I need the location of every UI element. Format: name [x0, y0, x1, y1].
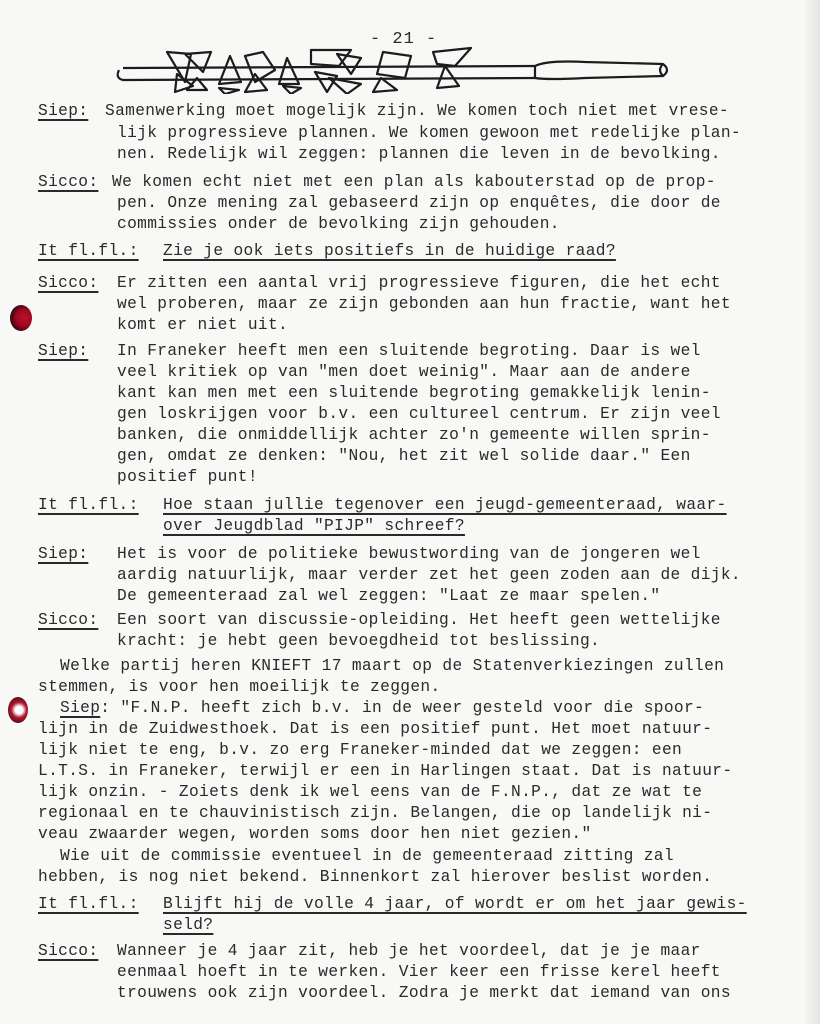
- speaker-label: Siep:: [38, 342, 89, 360]
- text-line: Samenwerking moet mogelijk zijn. We komen toch niet met vrese-: [105, 102, 729, 120]
- text-line: commissies onder de bevolking zijn gehouden.: [117, 215, 560, 233]
- text-line: wel proberen, maar ze zijn gebonden aan hun fractie, want het: [117, 295, 731, 313]
- text-line: komt er niet uit.: [117, 316, 289, 334]
- speaker-label: Siep:: [38, 102, 89, 120]
- punch-hole: [8, 697, 28, 723]
- quote-text: "F.N.P. heeft zich b.v. in de weer gesteld voor die spoor-: [110, 699, 705, 717]
- question-text: Hoe staan jullie tegenover een jeugd-gemeenteraad, waar-: [163, 496, 727, 514]
- question-text: seld?: [163, 916, 214, 934]
- paragraph-line: hebben, is nog niet bekend. Binnenkort zal hierover beslist worden.: [38, 868, 713, 886]
- text-line: We komen echt niet met een plan als kabouterstad op de prop-: [112, 173, 716, 191]
- question-text: Blijft hij de volle 4 jaar, of wordt er om het jaar gewis-: [163, 895, 747, 913]
- question-text: Zie je ook iets positiefs in de huidige raad?: [163, 242, 616, 260]
- quote-speaker: Siep: [60, 699, 101, 717]
- text-line: kracht: je hebt geen bevoegdheid tot beslissing.: [117, 632, 601, 650]
- page-number: - 21 -: [370, 30, 438, 49]
- text-line: trouwens ook zijn voordeel. Zodra je merkt dat iemand van ons: [117, 984, 731, 1002]
- text-line: aardig natuurlijk, maar verder zet het geen zoden aan de dijk.: [117, 566, 741, 584]
- quote-colon: :: [100, 699, 111, 717]
- speaker-label: Siep:: [38, 545, 89, 563]
- text-line: veel kritiek op van "men doet weinig". Maar aan de andere: [117, 363, 691, 381]
- paragraph-line: Welke partij heren KNIEFT 17 maart op de Statenverkiezingen zullen: [60, 657, 725, 675]
- text-line: Er zitten een aantal vrij progressieve figuren, die het echt: [117, 274, 721, 292]
- speaker-label: Sicco:: [38, 611, 99, 629]
- text-line: gen, omdat ze denken: "Nou, het zit wel solide daar." Een: [117, 447, 691, 465]
- text-line: gen loskrijgen voor b.v. een cultureel centrum. Er zijn veel: [117, 405, 721, 423]
- text-line: nen. Redelijk wil zeggen: plannen die leven in de bevolking.: [117, 145, 721, 163]
- text-line: De gemeenteraad zal wel zeggen: "Laat ze maar spelen.": [117, 587, 661, 605]
- text-line: lijk niet te eng, b.v. zo erg Franeker-minded dat we zeggen: een: [38, 741, 683, 759]
- text-line: veau zwaarder wegen, worden soms door hen niet gezien.": [38, 825, 592, 843]
- knieft-logo: [115, 44, 675, 94]
- interviewer-label: It fl.fl.:: [38, 895, 139, 913]
- punch-hole: [10, 305, 32, 331]
- text-line: Het is voor de politieke bewustwording van de jongeren wel: [117, 545, 701, 563]
- text-line: eenmaal hoeft in te werken. Vier keer een frisse kerel heeft: [117, 963, 721, 981]
- speaker-label: Sicco:: [38, 942, 99, 960]
- text-line: pen. Onze mening zal gebaseerd zijn op enquêtes, die door de: [117, 194, 721, 212]
- text-line: L.T.S. in Franeker, terwijl er een in Harlingen staat. Dat is natuur-: [38, 762, 733, 780]
- text-line: banken, die onmiddellijk achter zo'n gemeente willen sprin-: [117, 426, 711, 444]
- paragraph-line: Wie uit de commissie eventueel in de gemeenteraad zitting zal: [60, 847, 674, 865]
- question-text: over Jeugdblad "PIJP" schreef?: [163, 517, 465, 535]
- text-line: lijk onzin. - Zoiets denk ik wel eens van de F.N.P., dat ze wat te: [38, 783, 703, 801]
- speaker-label: Sicco:: [38, 274, 99, 292]
- text-line: Wanneer je 4 jaar zit, heb je het voordeel, dat je je maar: [117, 942, 701, 960]
- interviewer-label: It fl.fl.:: [38, 242, 139, 260]
- speaker-label: Sicco:: [38, 173, 99, 191]
- text-line: positief punt!: [117, 468, 258, 486]
- text-line: lijn in de Zuidwesthoek. Dat is een positief punt. Het moet natuur-: [38, 720, 713, 738]
- text-line: lijk progressieve plannen. We komen gewoon met redelijke plan-: [117, 124, 741, 142]
- interviewer-label: It fl.fl.:: [38, 496, 139, 514]
- text-line: In Franeker heeft men een sluitende begroting. Daar is wel: [117, 342, 701, 360]
- text-line: kant kan men met een sluitende begroting gemakkelijk lenin-: [117, 384, 711, 402]
- text-line: Een soort van discussie-opleiding. Het heeft geen wettelijke: [117, 611, 721, 629]
- paragraph-line: stemmen, is voor hen moeilijk te zeggen.: [38, 678, 441, 696]
- page-edge-shadow: [806, 0, 820, 1024]
- quote-first-line: [60, 698, 704, 719]
- text-line: regionaal en te chauvinistisch zijn. Belangen, die op landelijk ni-: [38, 804, 713, 822]
